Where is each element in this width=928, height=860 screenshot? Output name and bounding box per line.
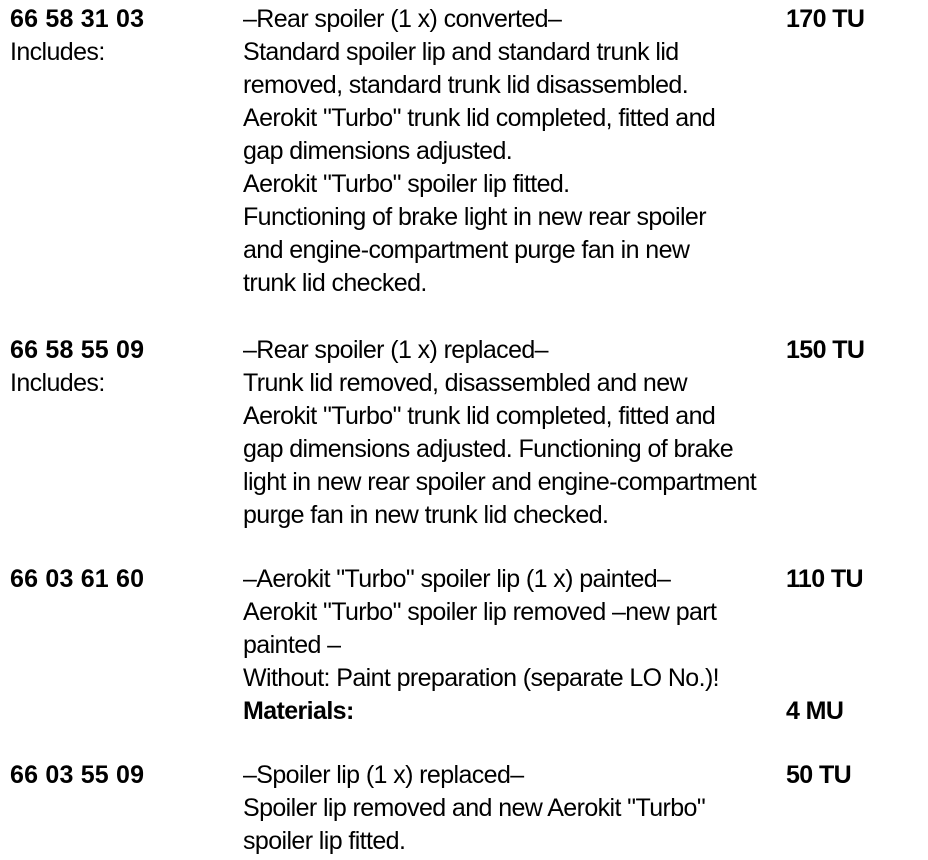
- description-line: and engine-compartment purge fan in new: [243, 236, 690, 264]
- description-line: Without: Paint preparation (separate LO No.)!: [243, 664, 720, 692]
- operation-title: –Spoiler lip (1 x) replaced–: [243, 761, 524, 789]
- material-units: 4 MU: [786, 697, 844, 725]
- operation-code: 66 03 55 09: [10, 761, 145, 789]
- description-line: Aerokit "Turbo" spoiler lip removed –new part: [243, 598, 717, 626]
- includes-label: Includes:: [10, 369, 105, 397]
- time-units: 170 TU: [786, 5, 865, 33]
- includes-label: Includes:: [10, 38, 105, 66]
- description-line: light in new rear spoiler and engine-compartment: [243, 468, 757, 496]
- materials-label: Materials:: [243, 697, 354, 725]
- description-line: Aerokit "Turbo" spoiler lip fitted.: [243, 170, 570, 198]
- description-line: Aerokit "Turbo" trunk lid completed, fitted and: [243, 104, 716, 132]
- description-line: purge fan in new trunk lid checked.: [243, 501, 609, 529]
- time-units: 50 TU: [786, 761, 852, 789]
- description-line: painted –: [243, 631, 341, 659]
- description-line: Spoiler lip removed and new Aerokit "Turbo": [243, 794, 706, 822]
- description-line: spoiler lip fitted.: [243, 827, 406, 855]
- operation-description: [243, 3, 843, 300]
- description-line: Trunk lid removed, disassembled and new: [243, 369, 687, 397]
- description-line: gap dimensions adjusted. Functioning of brake: [243, 435, 733, 463]
- operation-title: –Aerokit "Turbo" spoiler lip (1 x) painted–: [243, 565, 671, 593]
- operation-title: –Rear spoiler (1 x) converted–: [243, 5, 562, 33]
- operation-title: –Rear spoiler (1 x) replaced–: [243, 336, 548, 364]
- description-line: Functioning of brake light in new rear spoiler: [243, 203, 706, 231]
- operation-description: [243, 563, 843, 728]
- time-units: 110 TU: [786, 565, 864, 593]
- operation-description: [243, 334, 843, 532]
- description-line: Aerokit "Turbo" trunk lid completed, fitted and: [243, 402, 716, 430]
- operation-code: 66 58 31 03: [10, 5, 145, 33]
- time-units: 150 TU: [786, 336, 865, 364]
- description-line: removed, standard trunk lid disassembled.: [243, 71, 689, 99]
- description-line: Standard spoiler lip and standard trunk lid: [243, 38, 679, 66]
- operation-code: 66 58 55 09: [10, 336, 145, 364]
- description-line: trunk lid checked.: [243, 269, 427, 297]
- operation-code: 66 03 61 60: [10, 565, 145, 593]
- operation-description: [243, 759, 843, 858]
- description-line: gap dimensions adjusted.: [243, 137, 513, 165]
